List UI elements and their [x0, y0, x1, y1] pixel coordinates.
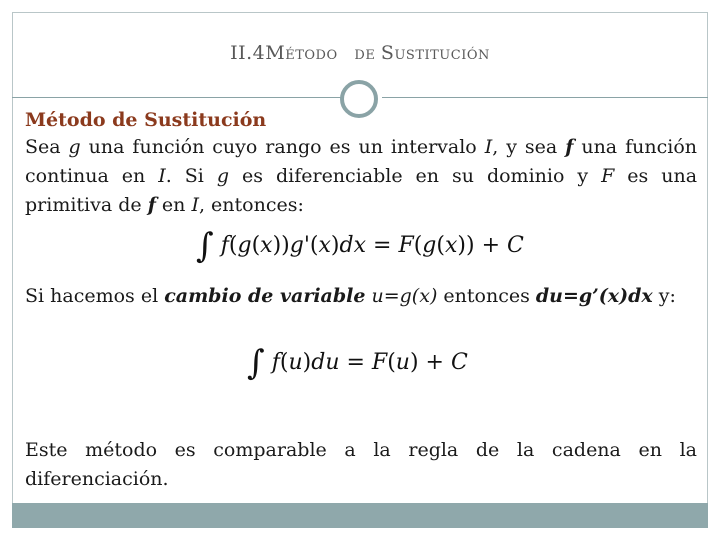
text-run: Si hacemos el	[25, 285, 165, 307]
text-run: y:	[652, 285, 676, 307]
math-F: F	[398, 233, 414, 258]
text-run: es diferenciable en su dominio y	[229, 165, 602, 187]
formula-u	[247, 343, 468, 383]
math-u: u	[395, 350, 410, 375]
math-var: I	[158, 165, 166, 187]
paren: (	[436, 233, 445, 258]
paragraph-text: Este método es comparable a la regla de la cadena en la diferenciación.	[25, 439, 697, 490]
text-run: una función cuyo rango es un intervalo	[80, 136, 485, 158]
plus-sign: +	[418, 350, 451, 375]
title-cap-m: M	[265, 42, 286, 64]
text-run: , entonces:	[198, 194, 304, 216]
math-var: I	[191, 194, 199, 216]
equals-sign: =	[339, 350, 372, 375]
integral-sign: ∫	[247, 343, 265, 383]
paren: )	[466, 233, 475, 258]
paren: )	[272, 233, 282, 258]
formula-substitution	[196, 226, 524, 266]
math-x: x	[318, 233, 331, 258]
paragraph-text	[25, 282, 697, 311]
paren: (	[251, 233, 261, 258]
text-run: . Si	[165, 165, 217, 187]
divider-left	[12, 97, 341, 98]
text-run: una función continua en	[25, 136, 697, 187]
math-var: I	[484, 136, 493, 158]
text-run: en	[155, 194, 192, 216]
math-u: u	[288, 350, 303, 375]
title-cap-s: S	[380, 42, 395, 64]
math-u-def: u=g(x)	[365, 285, 438, 307]
paren: )	[409, 350, 419, 375]
math-var: F	[601, 165, 615, 187]
math-var: g	[216, 165, 230, 187]
text-run: , y sea	[492, 136, 566, 158]
math-x: x	[260, 233, 273, 258]
paren: (	[387, 350, 396, 375]
math-C: C	[450, 350, 468, 375]
math-f: f	[271, 350, 280, 375]
math-du: du	[311, 350, 340, 375]
paren: )	[281, 233, 290, 258]
math-f: f	[220, 233, 229, 258]
emphasis-cambio-variable: cambio de variable	[164, 285, 366, 307]
paren: (	[228, 233, 238, 258]
equals-sign: =	[366, 233, 399, 258]
emphasis-du: du=g’(x)dx	[535, 285, 653, 307]
math-x: x	[444, 233, 458, 258]
section-heading: Método de Sustitución	[25, 109, 267, 131]
title-number: II.4	[230, 42, 266, 64]
integral-sign: ∫	[196, 226, 214, 266]
paren: )	[457, 233, 466, 258]
paragraph-change-variable	[25, 282, 697, 311]
content-area	[25, 107, 697, 220]
text-run: entonces	[437, 285, 536, 307]
text-run: es una primitiva de	[25, 165, 698, 216]
math-gprime: g'	[289, 233, 310, 258]
slide-title	[12, 42, 708, 64]
paren: (	[413, 233, 423, 258]
paren: (	[309, 233, 319, 258]
paren: )	[302, 350, 312, 375]
paren: (	[279, 350, 289, 375]
math-var: f	[565, 136, 574, 158]
divider-right	[382, 97, 708, 98]
math-g: g	[422, 233, 437, 258]
math-var: g	[68, 136, 81, 158]
math-C: C	[507, 233, 524, 258]
paragraph-definition	[25, 133, 697, 220]
title-word-metodo: ÉTODO	[285, 48, 338, 63]
math-dx: dx	[339, 233, 367, 258]
plus-sign: +	[474, 233, 508, 258]
math-g: g	[237, 233, 252, 258]
paragraph-comparison	[25, 436, 697, 494]
title-word-de: DE	[354, 48, 376, 63]
paren: )	[330, 233, 340, 258]
math-var: f	[147, 194, 156, 216]
text-run: Sea	[25, 136, 69, 158]
math-F: F	[371, 350, 388, 375]
footer-bar	[12, 503, 708, 528]
title-word-sustitucion: USTITUCIÓN	[394, 48, 490, 63]
